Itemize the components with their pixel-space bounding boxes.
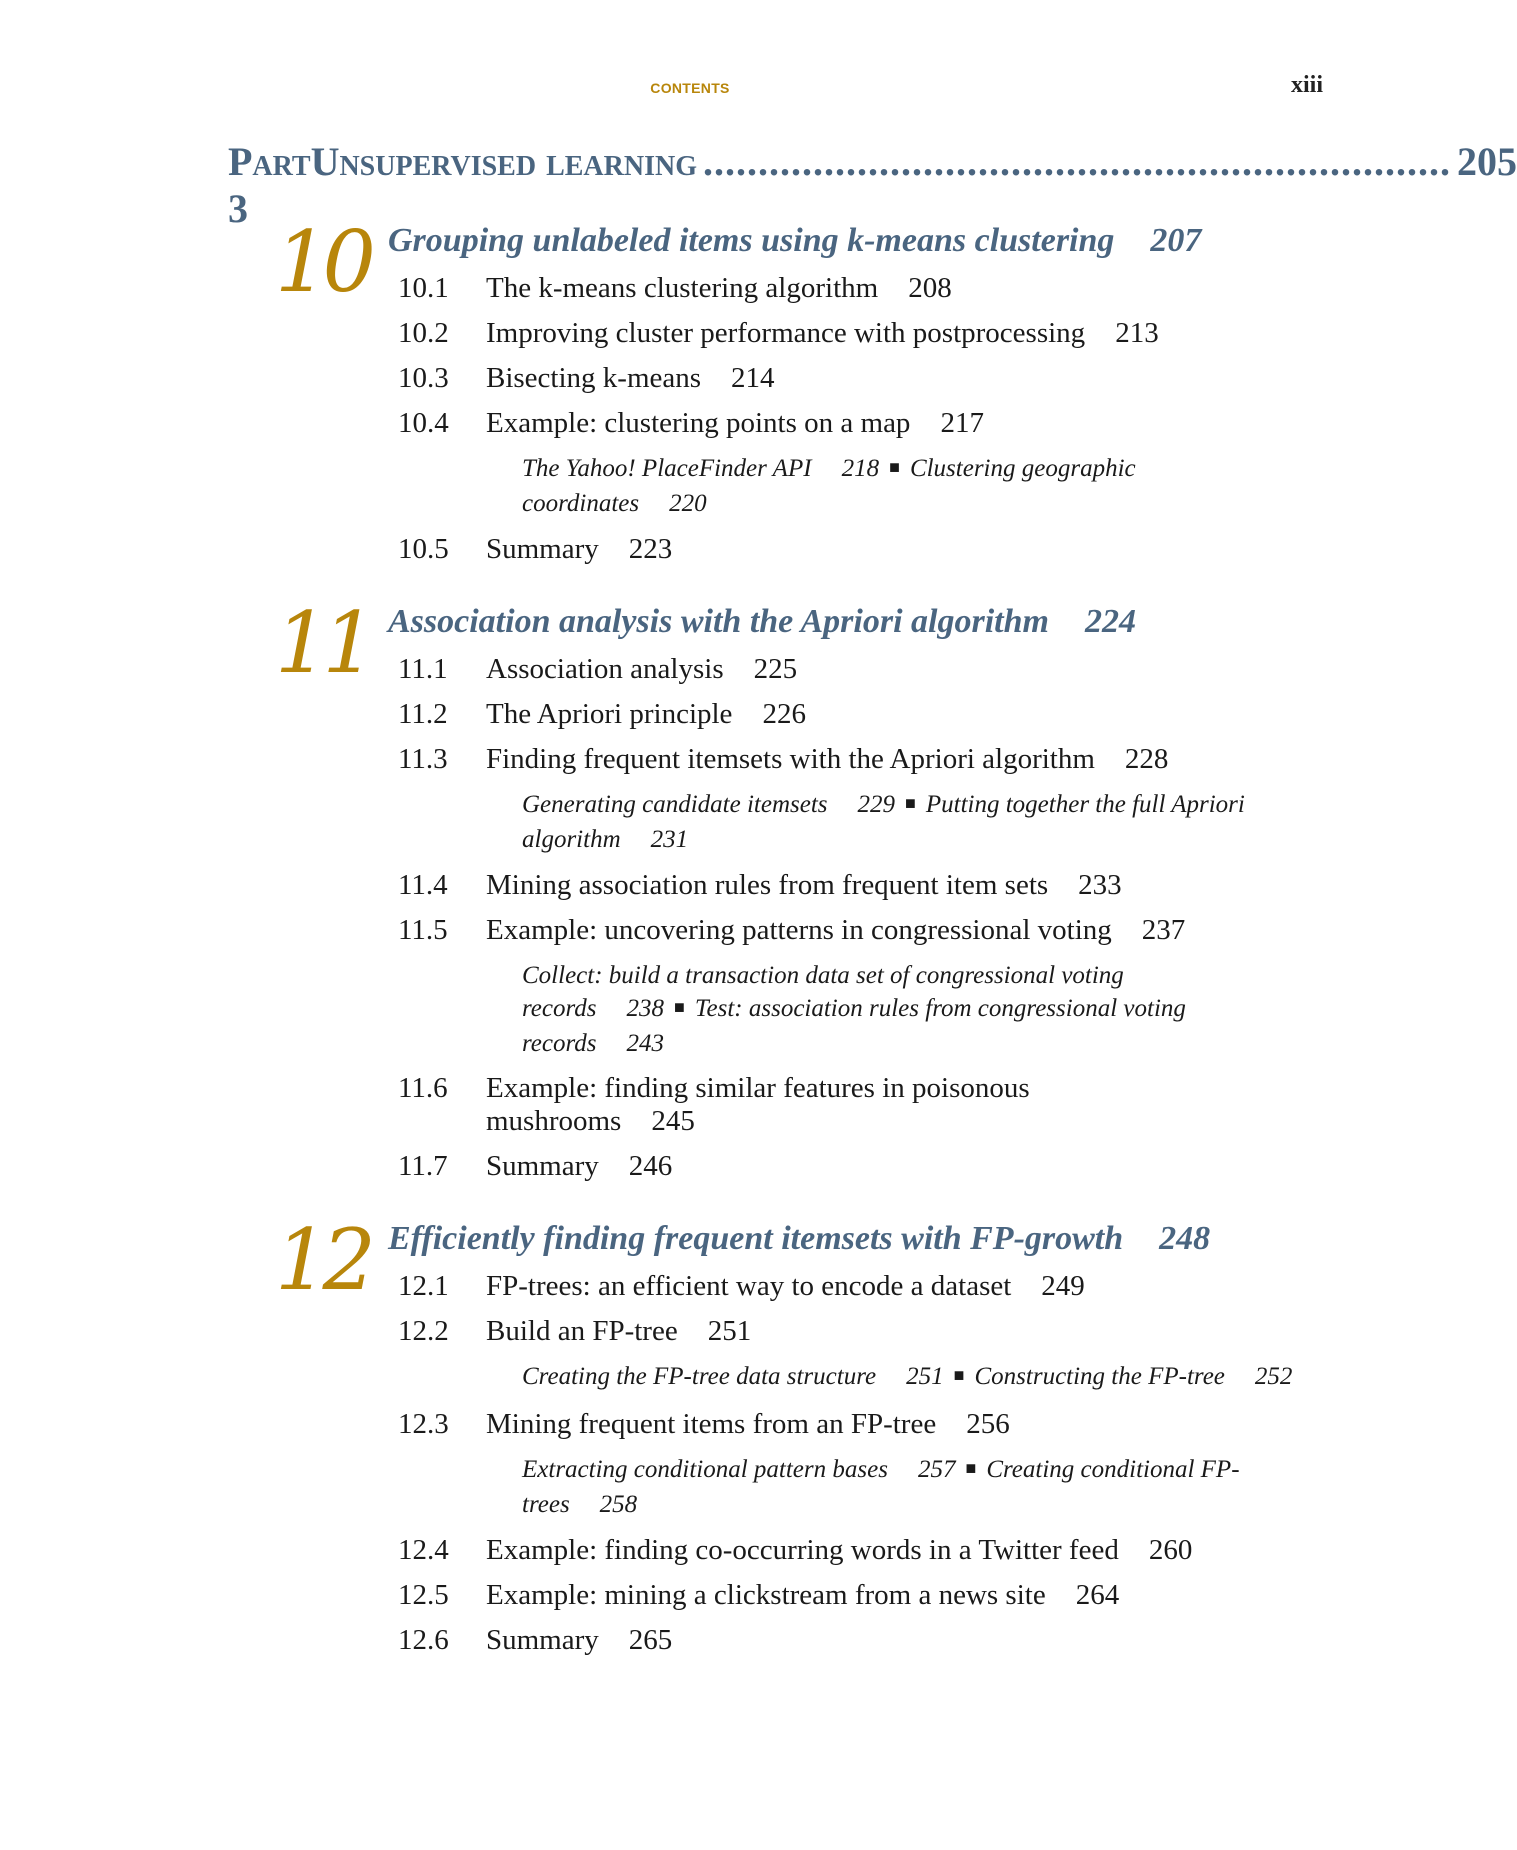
- toc-subsections-12-2[interactable]: [522, 1360, 1342, 1395]
- subsection-page: 257: [917, 1456, 956, 1483]
- bullet-separator: ■: [953, 1365, 965, 1385]
- toc-section-11-6[interactable]: [398, 1072, 1030, 1105]
- section-page: 260: [1148, 1534, 1193, 1566]
- section-title: Summary: [486, 1150, 599, 1182]
- toc-subsections-11-5[interactable]: [522, 959, 1252, 1060]
- subsection-title: Collect: build a transaction data set of congressional voting records: [522, 962, 1124, 1022]
- subsection-page: 258: [599, 1491, 638, 1518]
- section-page: 226: [762, 698, 806, 730]
- subsection-page: 218: [841, 455, 880, 482]
- section-number: 10.2: [398, 317, 449, 349]
- subsection-title: The Yahoo! PlaceFinder API: [522, 455, 812, 482]
- subsection-title: Clustering geographic coordinates: [522, 455, 1136, 517]
- section-page: 225: [753, 653, 798, 685]
- section-page: 228: [1124, 743, 1169, 775]
- subsection-title: Test: association rules from congressional voting records: [522, 995, 1186, 1057]
- section-number: 11.7: [398, 1150, 448, 1182]
- section-page: 256: [966, 1408, 1010, 1440]
- section-number: 12.3: [398, 1408, 449, 1440]
- toc-subsections-11-3[interactable]: [522, 788, 1252, 856]
- toc-section-12-2[interactable]: [398, 1315, 751, 1348]
- section-number: 10.5: [398, 533, 449, 565]
- section-number: 12.1: [398, 1270, 449, 1302]
- section-title: Example: clustering points on a map: [486, 407, 911, 439]
- section-number: 11.2: [398, 698, 448, 730]
- section-title: Bisecting k-means: [486, 362, 702, 394]
- toc-subsections-10-4[interactable]: [522, 452, 1252, 520]
- section-title: Build an FP-tree: [486, 1315, 678, 1347]
- section-title: Example: uncovering patterns in congressional voting: [486, 914, 1112, 946]
- subsection-title: Generating candidate itemsets: [522, 791, 828, 818]
- toc-subsections-12-3[interactable]: [522, 1453, 1252, 1521]
- part-page: 205: [1457, 139, 1517, 184]
- section-page: 233: [1078, 869, 1122, 901]
- subsection-page: 229: [857, 791, 895, 818]
- section-page: 249: [1041, 1270, 1085, 1302]
- toc-section-10-3[interactable]: [398, 362, 775, 395]
- chapter-number-12: 12: [275, 1211, 370, 1309]
- toc-section-12-1[interactable]: [398, 1270, 1085, 1303]
- header-page-number: xiii: [1290, 72, 1323, 98]
- bullet-separator: ■: [889, 457, 900, 477]
- section-number: 12.6: [398, 1624, 449, 1656]
- section-title: Example: mining a clickstream from a news site: [486, 1579, 1046, 1611]
- section-page: 223: [628, 533, 673, 565]
- chapter-page: 224: [1084, 603, 1136, 640]
- section-title: FP-trees: an efficient way to encode a dataset: [486, 1270, 1012, 1302]
- section-number: 10.4: [398, 407, 449, 439]
- toc-section-11-5[interactable]: [398, 914, 1185, 947]
- subsection-title: Constructing the FP-tree: [974, 1363, 1225, 1390]
- chapter-title-text: Grouping unlabeled items using k-means clustering: [388, 222, 1115, 259]
- section-page: 246: [628, 1150, 673, 1182]
- section-title: Example: finding co-occurring words in a Twitter feed: [486, 1534, 1119, 1566]
- toc-section-11-3[interactable]: [398, 743, 1168, 776]
- toc-section-11-6-continued[interactable]: [486, 1105, 695, 1138]
- subsection-title: Creating the FP-tree data structure: [522, 1363, 877, 1390]
- chapter-title-text: Efficiently finding frequent itemsets with FP-growth: [388, 1220, 1124, 1257]
- section-title: Example: finding similar features in poisonous: [486, 1072, 1030, 1104]
- section-page: 237: [1141, 914, 1186, 946]
- toc-section-11-2[interactable]: [398, 698, 806, 731]
- section-title: mushrooms: [486, 1105, 622, 1137]
- section-title: Improving cluster performance with postprocessing: [486, 317, 1086, 349]
- section-title: Summary: [486, 533, 599, 565]
- toc-section-11-4[interactable]: [398, 869, 1122, 902]
- section-page: 265: [628, 1624, 673, 1656]
- section-page: 245: [651, 1105, 695, 1137]
- section-title: Association analysis: [486, 653, 724, 685]
- chapter-page: 207: [1150, 222, 1202, 259]
- section-number: 12.5: [398, 1579, 449, 1611]
- section-number: 12.4: [398, 1534, 449, 1566]
- subsection-title: Creating conditional FP-trees: [522, 1456, 1240, 1518]
- section-title: The Apriori principle: [486, 698, 733, 730]
- toc-section-12-6[interactable]: [398, 1624, 672, 1657]
- toc-section-11-1[interactable]: [398, 653, 797, 686]
- section-number: 11.3: [398, 743, 448, 775]
- chapter-number-10: 10: [275, 213, 370, 311]
- section-title: Summary: [486, 1624, 599, 1656]
- subsection-page: 252: [1254, 1363, 1293, 1390]
- toc-section-12-3[interactable]: [398, 1408, 1010, 1441]
- subsection-title: Extracting conditional pattern bases: [522, 1456, 888, 1483]
- chapter-page: 248: [1159, 1220, 1211, 1257]
- leader-dots: ....................................................................: [703, 139, 1451, 184]
- toc-section-10-4[interactable]: [398, 407, 984, 440]
- toc-section-11-7[interactable]: [398, 1150, 672, 1183]
- bullet-separator: ■: [674, 997, 685, 1017]
- section-title: Finding frequent itemsets with the Apriori algorithm: [486, 743, 1095, 775]
- section-page: 217: [940, 407, 984, 439]
- part-heading[interactable]: [228, 138, 1517, 232]
- section-number: 11.1: [398, 653, 448, 685]
- section-page: 213: [1115, 317, 1159, 349]
- chapter-title-12[interactable]: [388, 1220, 1210, 1258]
- subsection-page: 238: [626, 995, 665, 1022]
- section-title: Mining association rules from frequent item sets: [486, 869, 1049, 901]
- section-number: 10.1: [398, 272, 449, 304]
- section-number: 11.5: [398, 914, 448, 946]
- subsection-page: 251: [906, 1363, 944, 1390]
- section-number: 11.4: [398, 869, 448, 901]
- section-number: 11.6: [398, 1072, 448, 1104]
- subsection-page: 243: [626, 1030, 665, 1057]
- chapter-title-11[interactable]: [388, 603, 1136, 641]
- subsection-title: Putting together the full Apriori algorithm: [522, 791, 1245, 853]
- section-page: 264: [1075, 1579, 1120, 1611]
- chapter-title-10[interactable]: [388, 222, 1201, 260]
- part-title: Unsupervised learning: [310, 139, 697, 184]
- bullet-separator: ■: [965, 1458, 977, 1478]
- subsection-page: 220: [669, 490, 707, 517]
- toc-section-12-4[interactable]: [398, 1534, 1192, 1567]
- chapter-number-11: 11: [275, 594, 370, 692]
- part-number: Part 3: [228, 139, 311, 231]
- running-header: CONTENTS: [650, 80, 730, 96]
- toc-section-10-1[interactable]: [398, 272, 952, 305]
- section-page: 214: [731, 362, 775, 394]
- subsection-page: 231: [650, 826, 689, 853]
- toc-section-10-2[interactable]: [398, 317, 1159, 350]
- chapter-title-text: Association analysis with the Apriori algorithm: [388, 603, 1049, 640]
- toc-section-10-5[interactable]: [398, 533, 672, 566]
- section-page: 208: [908, 272, 952, 304]
- section-title: Mining frequent items from an FP-tree: [486, 1408, 937, 1440]
- toc-section-12-5[interactable]: [398, 1579, 1119, 1612]
- section-number: 10.3: [398, 362, 449, 394]
- section-number: 12.2: [398, 1315, 449, 1347]
- section-title: The k-means clustering algorithm: [486, 272, 879, 304]
- section-page: 251: [707, 1315, 752, 1347]
- bullet-separator: ■: [905, 793, 916, 813]
